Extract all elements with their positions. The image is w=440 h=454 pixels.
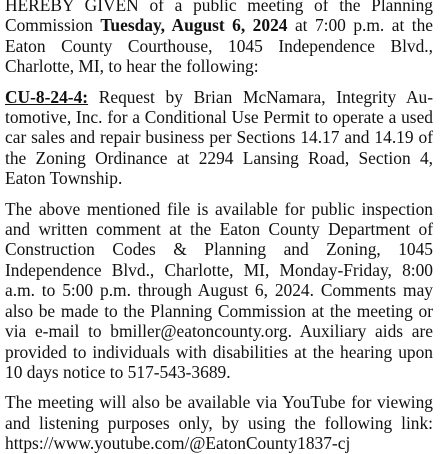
youtube-paragraph: The meeting will also be available via YouTube for viewing and listening purposes only, by using the following link: https://www.youtube.com/@EatonCounty1837-cj <box>5 392 433 454</box>
intro-rest-text: at 7:00 p.m. at the Eaton County Courthouse, 1045 Independence Blvd., Charlotte, MI, to hear the following: <box>5 15 433 77</box>
availability-paragraph: The above mentioned file is available for public inspection and written comment at the Eaton County Department of Construction Codes & Planning and Zoning, 1045 Independence Blvd., Charlotte, MI, Monday-Friday, 8:00 a.m. to 5:00 p.m. through August 6, 2024. Comments may also be made to the Planning Commission at the meeting or via e-mail to bmiller@eatoncounty.org. Auxiliary aids are provided to individuals with disabilities at the hearing upon 10 days notice to 517-543-3689. <box>5 198 433 382</box>
case-description: Request by Brian McNamara, Integrity Automotive, Inc. for a Conditional Use Permit to operate a used car sales and repair business per Sections 14.17 and 14.19 of the Zoning Ordinance at 2294 Lansing Road, Section 4, Eaton Township. <box>5 86 433 189</box>
notice-intro-paragraph <box>5 0 433 77</box>
meeting-date: Tuesday, August 6, 2024 <box>100 15 288 36</box>
intro-lead-text: HEREBY GIVEN of a public meeting of the Planning Commission <box>5 0 433 36</box>
case-number: CU-8-24-4: <box>5 86 89 107</box>
notice-column <box>5 0 433 454</box>
case-paragraph <box>5 87 433 189</box>
